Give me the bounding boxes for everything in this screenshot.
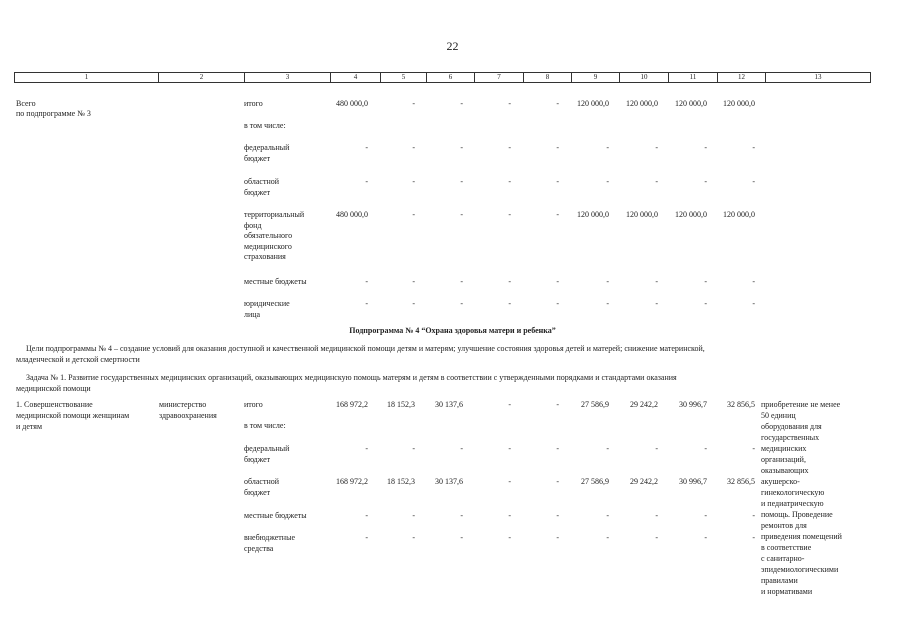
- measure-name-line: 1. Совершенствование: [16, 400, 93, 409]
- row-label-line: бюджет: [244, 153, 271, 163]
- row-value: -: [655, 533, 658, 542]
- row-value: -: [365, 444, 368, 453]
- measure-result-line: правилами: [761, 576, 798, 585]
- row-value: -: [606, 277, 609, 286]
- row-label-line: областной: [244, 177, 280, 186]
- col-number-9: 9: [572, 73, 620, 82]
- row-value: -: [556, 299, 559, 308]
- measure-executor-line: министерство: [159, 400, 207, 409]
- row-value: -: [752, 511, 755, 520]
- row-value: 120 000,0: [723, 99, 755, 108]
- row-value: -: [752, 143, 755, 152]
- measure-result-line: государственных: [761, 433, 820, 442]
- row-value: -: [508, 210, 511, 219]
- row-label-line: обязательного: [244, 231, 293, 240]
- row-value: -: [704, 143, 707, 152]
- goals-line-1: Цели подпрограммы № 4 – создание условий для оказания доступной и качественной медицинской помощи детям и матерям; улучшение состояния здоровья детей и матерей; снижение материнской,: [26, 344, 705, 353]
- row-value: 168 972,2: [336, 400, 368, 409]
- row-value: 30 996,7: [679, 477, 707, 486]
- measure-result-line: организаций,: [761, 455, 806, 464]
- row-value: -: [365, 511, 368, 520]
- row-value: -: [752, 444, 755, 453]
- row-value: 120 000,0: [675, 99, 707, 108]
- task-line-2: медицинской помощи: [16, 383, 91, 393]
- row-value: 480 000,0: [336, 210, 368, 219]
- col-number-2: 2: [159, 73, 245, 82]
- row-value: -: [460, 299, 463, 308]
- row-label-line: итого: [244, 99, 263, 108]
- row-label-line: местные бюджеты: [244, 511, 307, 520]
- row-value: -: [704, 511, 707, 520]
- row-value: 120 000,0: [675, 210, 707, 219]
- row-value: 29 242,2: [630, 400, 658, 409]
- col-number-7: 7: [475, 73, 524, 82]
- row-label-line: внебюджетные: [244, 533, 295, 542]
- row-value: -: [556, 533, 559, 542]
- row-label-line: бюджет: [244, 454, 271, 464]
- row-value: -: [704, 177, 707, 186]
- row-value: -: [412, 177, 415, 186]
- task-line-1: Задача № 1. Развитие государственных медицинских организаций, оказывающих медицинскую помощь матерям и детям в соответствии с утвержденными порядками и стандартами оказания: [26, 373, 677, 382]
- row-value: -: [606, 444, 609, 453]
- row-value: 120 000,0: [626, 99, 658, 108]
- row-value: -: [508, 143, 511, 152]
- row-value: -: [508, 277, 511, 286]
- row-value: 18 152,3: [387, 477, 415, 486]
- measure-result-line: помощь. Проведение: [761, 510, 833, 519]
- row-value: -: [556, 210, 559, 219]
- measure-result-line: гинекологическую: [761, 488, 825, 497]
- row-value: 480 000,0: [336, 99, 368, 108]
- row-value: 120 000,0: [723, 210, 755, 219]
- row-value: -: [606, 511, 609, 520]
- measure-result-line: и нормативами: [761, 587, 813, 596]
- row-value: 30 996,7: [679, 400, 707, 409]
- col-number-8: 8: [524, 73, 572, 82]
- row-value: -: [704, 277, 707, 286]
- row-value: -: [508, 477, 511, 486]
- row-value: 30 137,6: [435, 477, 463, 486]
- measure-result-line: оборудования для: [761, 422, 822, 431]
- row-value: -: [655, 177, 658, 186]
- col-number-11: 11: [669, 73, 718, 82]
- row-value: -: [508, 533, 511, 542]
- col-number-1: 1: [15, 73, 159, 82]
- row-value: -: [556, 511, 559, 520]
- row-label-line: федеральный: [244, 444, 290, 453]
- row-value: -: [412, 143, 415, 152]
- measure-result-line: 50 единиц: [761, 411, 796, 420]
- row-value: -: [606, 143, 609, 152]
- col-number-10: 10: [620, 73, 669, 82]
- measure-result-line: приведения помещений: [761, 532, 842, 541]
- row-value: -: [412, 511, 415, 520]
- row-value: -: [460, 444, 463, 453]
- row-value: -: [556, 477, 559, 486]
- total-label: Всего: [16, 99, 36, 108]
- row-label-line: федеральный: [244, 143, 290, 152]
- col-number-13: 13: [814, 73, 822, 81]
- row-value: -: [412, 210, 415, 219]
- row-label-line: бюджет: [244, 187, 271, 197]
- row-value: -: [365, 277, 368, 286]
- col-number-3: 3: [245, 73, 331, 82]
- goals-line-2: младенческой и детской смертности: [16, 354, 140, 364]
- row-value: 120 000,0: [626, 210, 658, 219]
- row-label-line: лица: [244, 309, 261, 319]
- row-value: -: [752, 277, 755, 286]
- row-value: -: [556, 444, 559, 453]
- measure-result-line: акушерско-: [761, 477, 800, 486]
- row-value: -: [655, 444, 658, 453]
- subprogram-title: Подпрограмма № 4 “Охрана здоровья матери и ребенка”: [349, 326, 556, 335]
- row-value: 18 152,3: [387, 400, 415, 409]
- row-value: -: [655, 511, 658, 520]
- row-value: 120 000,0: [577, 210, 609, 219]
- task-paragraph: [16, 373, 860, 394]
- row-value: -: [508, 99, 511, 108]
- row-value: -: [752, 533, 755, 542]
- row-value: -: [752, 299, 755, 308]
- row-value: -: [412, 444, 415, 453]
- row-value: -: [460, 99, 463, 108]
- row-value: -: [704, 299, 707, 308]
- col-number-4: 4: [331, 73, 381, 82]
- row-value: -: [556, 99, 559, 108]
- row-value: -: [556, 400, 559, 409]
- row-value: -: [460, 210, 463, 219]
- row-value: -: [412, 99, 415, 108]
- row-value: -: [460, 511, 463, 520]
- measure-name-line: и детям: [16, 422, 43, 431]
- row-value: -: [508, 400, 511, 409]
- row-value: -: [412, 533, 415, 542]
- row-value: -: [508, 511, 511, 520]
- row-value: -: [606, 533, 609, 542]
- row-value: -: [606, 177, 609, 186]
- row-value: -: [412, 299, 415, 308]
- row-value: -: [365, 143, 368, 152]
- col-number-5: 5: [381, 73, 427, 82]
- measure-result-line: приобретение не менее: [761, 400, 841, 409]
- row-value: 30 137,6: [435, 400, 463, 409]
- row-value: -: [460, 533, 463, 542]
- total-subprogram-label: по подпрограмме № 3: [16, 109, 91, 118]
- row-value: 32 856,5: [727, 400, 755, 409]
- row-label-line: средства: [244, 543, 274, 553]
- row-value: -: [365, 299, 368, 308]
- measure-result-line: оказывающих: [761, 466, 809, 475]
- row-value: -: [556, 277, 559, 286]
- row-value: 29 242,2: [630, 477, 658, 486]
- row-value: -: [655, 277, 658, 286]
- row-label-line: медицинского: [244, 241, 292, 251]
- measure-result-line: и педиатрическую: [761, 499, 824, 508]
- row-value: -: [704, 444, 707, 453]
- measure-result-line: с санитарно-: [761, 554, 805, 563]
- row-value: 27 586,9: [581, 400, 609, 409]
- row-value: -: [460, 177, 463, 186]
- measure-executor-line: здравоохранения: [159, 411, 217, 420]
- row-label-line: в том числе:: [244, 121, 286, 130]
- row-label-line: бюджет: [244, 487, 271, 497]
- column-number-header: [14, 72, 871, 83]
- row-label-line: страхования: [244, 252, 286, 261]
- goals-paragraph: [16, 344, 860, 365]
- row-value: -: [508, 177, 511, 186]
- page-number: 22: [446, 39, 459, 53]
- row-value: 120 000,0: [577, 99, 609, 108]
- row-value: 32 856,5: [727, 477, 755, 486]
- col-number-6: 6: [427, 73, 475, 82]
- row-value: -: [655, 143, 658, 152]
- measure-result-line: ремонтов для: [761, 521, 807, 530]
- row-value: -: [412, 277, 415, 286]
- col-number-12: 12: [718, 73, 766, 82]
- row-value: -: [460, 143, 463, 152]
- row-label-line: фонд: [244, 220, 262, 230]
- row-value: -: [752, 177, 755, 186]
- measure-name-line: медицинской помощи женщинам: [16, 411, 130, 420]
- row-value: -: [365, 177, 368, 186]
- measure-result-line: эпидемиологическими: [761, 565, 839, 574]
- row-label-line: юридические: [244, 299, 290, 308]
- row-label-line: территориальный: [244, 210, 305, 219]
- row-value: -: [556, 177, 559, 186]
- row-label-line: областной: [244, 477, 280, 486]
- row-value: -: [556, 143, 559, 152]
- row-value: 168 972,2: [336, 477, 368, 486]
- row-value: -: [460, 277, 463, 286]
- measure-result-line: медицинских: [761, 444, 807, 453]
- row-value: -: [655, 299, 658, 308]
- row-value: -: [606, 299, 609, 308]
- measure-result-line: в соответствие: [761, 543, 812, 552]
- row-label-line: в том числе:: [244, 421, 286, 430]
- row-value: -: [365, 533, 368, 542]
- row-value: -: [508, 444, 511, 453]
- row-label-line: местные бюджеты: [244, 277, 307, 286]
- row-value: 27 586,9: [581, 477, 609, 486]
- row-value: -: [704, 533, 707, 542]
- row-label-line: итого: [244, 400, 263, 409]
- row-value: -: [508, 299, 511, 308]
